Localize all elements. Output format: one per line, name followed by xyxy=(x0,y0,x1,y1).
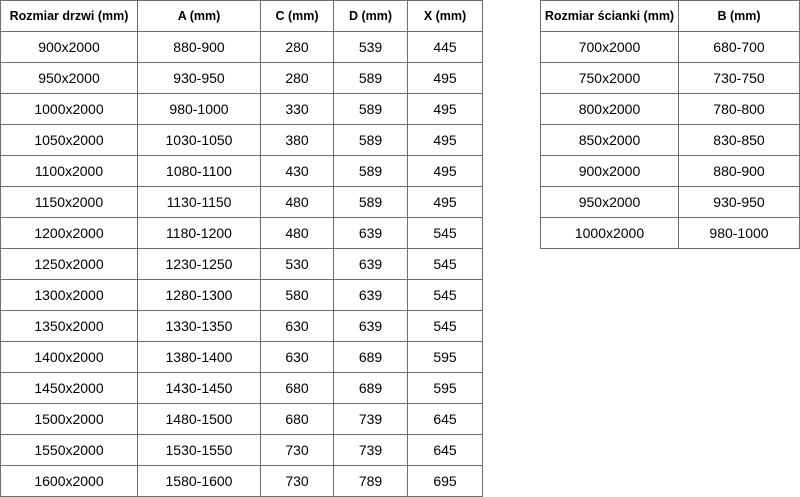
cell-door-size: 1400x2000 xyxy=(1,342,138,373)
cell-c: 280 xyxy=(261,32,334,63)
cell-d: 589 xyxy=(334,63,408,94)
cell-x: 495 xyxy=(408,94,483,125)
cell-door-size: 1500x2000 xyxy=(1,404,138,435)
cell-door-size: 1200x2000 xyxy=(1,218,138,249)
table-row xyxy=(1,218,483,249)
cell-a: 1230-1250 xyxy=(138,249,261,280)
cell-c: 480 xyxy=(261,218,334,249)
cell-x: 545 xyxy=(408,218,483,249)
cell-door-size: 1150x2000 xyxy=(1,187,138,218)
cell-x: 495 xyxy=(408,125,483,156)
table-row xyxy=(541,156,800,187)
table-row xyxy=(1,32,483,63)
cell-c: 580 xyxy=(261,280,334,311)
cell-c: 480 xyxy=(261,187,334,218)
cell-wall-size: 950x2000 xyxy=(541,187,679,218)
cell-wall-size: 900x2000 xyxy=(541,156,679,187)
cell-d: 589 xyxy=(334,187,408,218)
table-row xyxy=(1,280,483,311)
cell-d: 639 xyxy=(334,280,408,311)
header-x: X (mm) xyxy=(408,1,483,32)
table-row xyxy=(1,404,483,435)
cell-x: 445 xyxy=(408,32,483,63)
table-row xyxy=(1,63,483,94)
cell-d: 739 xyxy=(334,404,408,435)
cell-c: 630 xyxy=(261,311,334,342)
cell-x: 695 xyxy=(408,466,483,497)
header-b: B (mm) xyxy=(679,1,800,32)
cell-d: 689 xyxy=(334,373,408,404)
cell-x: 495 xyxy=(408,63,483,94)
cell-door-size: 1350x2000 xyxy=(1,311,138,342)
cell-c: 680 xyxy=(261,404,334,435)
cell-x: 495 xyxy=(408,156,483,187)
cell-x: 645 xyxy=(408,404,483,435)
cell-a: 1080-1100 xyxy=(138,156,261,187)
table-header-row xyxy=(1,1,483,32)
table-row xyxy=(1,466,483,497)
cell-door-size: 1450x2000 xyxy=(1,373,138,404)
cell-a: 1180-1200 xyxy=(138,218,261,249)
cell-door-size: 1550x2000 xyxy=(1,435,138,466)
table-row xyxy=(541,187,800,218)
cell-wall-size: 750x2000 xyxy=(541,63,679,94)
cell-d: 589 xyxy=(334,156,408,187)
cell-door-size: 1250x2000 xyxy=(1,249,138,280)
cell-x: 545 xyxy=(408,311,483,342)
cell-x: 495 xyxy=(408,187,483,218)
table-row xyxy=(1,94,483,125)
cell-b: 780-800 xyxy=(679,94,800,125)
cell-c: 630 xyxy=(261,342,334,373)
cell-b: 880-900 xyxy=(679,156,800,187)
table-row xyxy=(1,187,483,218)
cell-x: 545 xyxy=(408,280,483,311)
table-header-row xyxy=(541,1,800,32)
cell-b: 930-950 xyxy=(679,187,800,218)
cell-a: 1030-1050 xyxy=(138,125,261,156)
cell-a: 980-1000 xyxy=(138,94,261,125)
cell-d: 539 xyxy=(334,32,408,63)
cell-c: 380 xyxy=(261,125,334,156)
cell-door-size: 1600x2000 xyxy=(1,466,138,497)
cell-c: 280 xyxy=(261,63,334,94)
cell-d: 739 xyxy=(334,435,408,466)
table-row xyxy=(541,94,800,125)
cell-c: 680 xyxy=(261,373,334,404)
cell-a: 1280-1300 xyxy=(138,280,261,311)
cell-door-size: 1100x2000 xyxy=(1,156,138,187)
cell-a: 1530-1550 xyxy=(138,435,261,466)
cell-wall-size: 850x2000 xyxy=(541,125,679,156)
table-row xyxy=(541,218,800,249)
cell-b: 680-700 xyxy=(679,32,800,63)
table-row xyxy=(541,63,800,94)
cell-x: 645 xyxy=(408,435,483,466)
table-row xyxy=(1,435,483,466)
cell-door-size: 1050x2000 xyxy=(1,125,138,156)
cell-d: 639 xyxy=(334,311,408,342)
cell-x: 595 xyxy=(408,342,483,373)
cell-a: 930-950 xyxy=(138,63,261,94)
table-row xyxy=(1,342,483,373)
wall-dimensions-table xyxy=(540,0,800,249)
cell-a: 1130-1150 xyxy=(138,187,261,218)
cell-x: 545 xyxy=(408,249,483,280)
cell-a: 1430-1450 xyxy=(138,373,261,404)
cell-d: 789 xyxy=(334,466,408,497)
cell-d: 589 xyxy=(334,94,408,125)
table-row xyxy=(1,373,483,404)
cell-d: 589 xyxy=(334,125,408,156)
cell-door-size: 950x2000 xyxy=(1,63,138,94)
header-d: D (mm) xyxy=(334,1,408,32)
cell-a: 880-900 xyxy=(138,32,261,63)
cell-door-size: 900x2000 xyxy=(1,32,138,63)
header-wall-size: Rozmiar ścianki (mm) xyxy=(541,1,679,32)
cell-b: 730-750 xyxy=(679,63,800,94)
cell-b: 980-1000 xyxy=(679,218,800,249)
cell-a: 1330-1350 xyxy=(138,311,261,342)
cell-a: 1580-1600 xyxy=(138,466,261,497)
cell-d: 639 xyxy=(334,218,408,249)
cell-c: 330 xyxy=(261,94,334,125)
table-row xyxy=(541,125,800,156)
table-row xyxy=(1,249,483,280)
cell-b: 830-850 xyxy=(679,125,800,156)
cell-wall-size: 700x2000 xyxy=(541,32,679,63)
table-row xyxy=(1,311,483,342)
cell-wall-size: 800x2000 xyxy=(541,94,679,125)
cell-d: 639 xyxy=(334,249,408,280)
cell-a: 1480-1500 xyxy=(138,404,261,435)
table-row xyxy=(1,156,483,187)
table-row xyxy=(1,125,483,156)
cell-wall-size: 1000x2000 xyxy=(541,218,679,249)
cell-door-size: 1300x2000 xyxy=(1,280,138,311)
header-door-size: Rozmiar drzwi (mm) xyxy=(1,1,138,32)
cell-c: 430 xyxy=(261,156,334,187)
cell-c: 530 xyxy=(261,249,334,280)
header-c: C (mm) xyxy=(261,1,334,32)
cell-d: 689 xyxy=(334,342,408,373)
cell-x: 595 xyxy=(408,373,483,404)
cell-c: 730 xyxy=(261,435,334,466)
cell-c: 730 xyxy=(261,466,334,497)
header-a: A (mm) xyxy=(138,1,261,32)
table-row xyxy=(541,32,800,63)
cell-a: 1380-1400 xyxy=(138,342,261,373)
cell-door-size: 1000x2000 xyxy=(1,94,138,125)
